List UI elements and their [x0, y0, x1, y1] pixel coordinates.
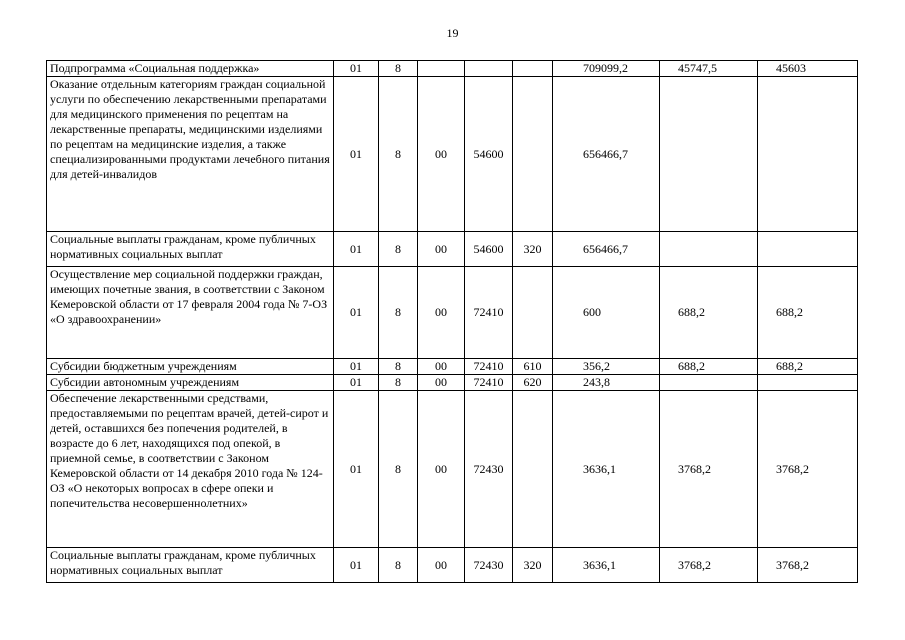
cell-code-5: [513, 267, 553, 359]
row-name: Социальные выплаты гражданам, кроме публичных нормативных социальных выплат: [47, 548, 334, 583]
cell-code-1: 01: [334, 77, 379, 232]
cell-code-5: 610: [513, 359, 553, 375]
table-row: [47, 61, 858, 77]
row-name: Субсидии автономным учреждениям: [47, 375, 334, 391]
cell-value-3: 3768,2: [758, 391, 858, 548]
cell-code-3: 00: [418, 267, 465, 359]
cell-code-3: 00: [418, 359, 465, 375]
cell-value-2: 688,2: [660, 359, 758, 375]
cell-value-3: 45603: [758, 61, 858, 77]
cell-code-3: 00: [418, 391, 465, 548]
cell-code-4: 72410: [465, 359, 513, 375]
cell-code-1: 01: [334, 548, 379, 583]
cell-code-4: 54600: [465, 77, 513, 232]
row-name: Субсидии бюджетным учреждениям: [47, 359, 334, 375]
table-row: [47, 267, 858, 359]
cell-code-3: 00: [418, 548, 465, 583]
cell-code-2: 8: [379, 359, 418, 375]
cell-code-1: 01: [334, 267, 379, 359]
cell-code-1: 01: [334, 359, 379, 375]
cell-code-5: 320: [513, 232, 553, 267]
cell-value-2: [660, 375, 758, 391]
cell-value-1: 3636,1: [553, 548, 660, 583]
cell-code-2: 8: [379, 267, 418, 359]
row-name: Подпрограмма «Социальная поддержка»: [47, 61, 334, 77]
table-row: [47, 548, 858, 583]
table-row: [47, 375, 858, 391]
cell-value-3: [758, 375, 858, 391]
cell-code-4: 72430: [465, 548, 513, 583]
cell-code-2: 8: [379, 232, 418, 267]
table-row: [47, 232, 858, 267]
cell-value-3: [758, 77, 858, 232]
cell-code-1: 01: [334, 61, 379, 77]
cell-code-2: 8: [379, 61, 418, 77]
cell-value-1: 656466,7: [553, 77, 660, 232]
cell-value-2: [660, 77, 758, 232]
row-name: Осуществление мер социальной поддержки граждан, имеющих почетные звания, в соответствии с Законом Кемеровской области от 17 февраля 2004 года № 7-ОЗ «О здравоохранении»: [47, 267, 334, 359]
cell-code-5: [513, 61, 553, 77]
cell-value-1: 3636,1: [553, 391, 660, 548]
table-row: [47, 359, 858, 375]
cell-code-1: 01: [334, 375, 379, 391]
cell-code-4: 72410: [465, 267, 513, 359]
cell-code-3: [418, 61, 465, 77]
table-row: [47, 77, 858, 232]
cell-value-3: [758, 232, 858, 267]
cell-code-1: 01: [334, 391, 379, 548]
budget-table: [46, 60, 858, 583]
cell-code-2: 8: [379, 77, 418, 232]
cell-value-1: 709099,2: [553, 61, 660, 77]
cell-code-4: [465, 61, 513, 77]
cell-code-3: 00: [418, 77, 465, 232]
cell-value-2: 3768,2: [660, 548, 758, 583]
cell-value-3: 688,2: [758, 267, 858, 359]
cell-code-4: 54600: [465, 232, 513, 267]
cell-code-1: 01: [334, 232, 379, 267]
cell-code-2: 8: [379, 548, 418, 583]
cell-code-5: [513, 77, 553, 232]
table-row: [47, 391, 858, 548]
cell-value-1: 656466,7: [553, 232, 660, 267]
cell-value-2: 688,2: [660, 267, 758, 359]
cell-value-2: 45747,5: [660, 61, 758, 77]
row-name: Социальные выплаты гражданам, кроме публичных нормативных социальных выплат: [47, 232, 334, 267]
cell-value-1: 600: [553, 267, 660, 359]
cell-value-3: 688,2: [758, 359, 858, 375]
row-name: Оказание отдельным категориям граждан социальной услуги по обеспечению лекарственными препаратами для медицинского применения по рецептам на лекарственные препараты, медицинскими изделиями по рецептам на медицинские изделия, а также специализированными продуктами лечебного питания для детей-инвалидов: [47, 77, 334, 232]
row-name: Обеспечение лекарственными средствами, предоставляемыми по рецептам врачей, детей-сирот и детей, оставшихся без попечения родителей, в возрасте до 6 лет, находящихся под опекой, в приемной семье, в соответствии с Законом Кемеровской области от 14 декабря 2010 года № 124-ОЗ «О некоторых вопросах в сфере опеки и попечительства несовершеннолетних»: [47, 391, 334, 548]
cell-code-5: [513, 391, 553, 548]
cell-code-5: 320: [513, 548, 553, 583]
cell-value-1: 243,8: [553, 375, 660, 391]
cell-value-2: 3768,2: [660, 391, 758, 548]
cell-code-2: 8: [379, 375, 418, 391]
cell-code-5: 620: [513, 375, 553, 391]
cell-code-4: 72410: [465, 375, 513, 391]
cell-code-3: 00: [418, 375, 465, 391]
cell-code-4: 72430: [465, 391, 513, 548]
cell-code-3: 00: [418, 232, 465, 267]
cell-value-2: [660, 232, 758, 267]
cell-code-2: 8: [379, 391, 418, 548]
cell-value-3: 3768,2: [758, 548, 858, 583]
cell-value-1: 356,2: [553, 359, 660, 375]
page-number: 19: [446, 26, 459, 40]
